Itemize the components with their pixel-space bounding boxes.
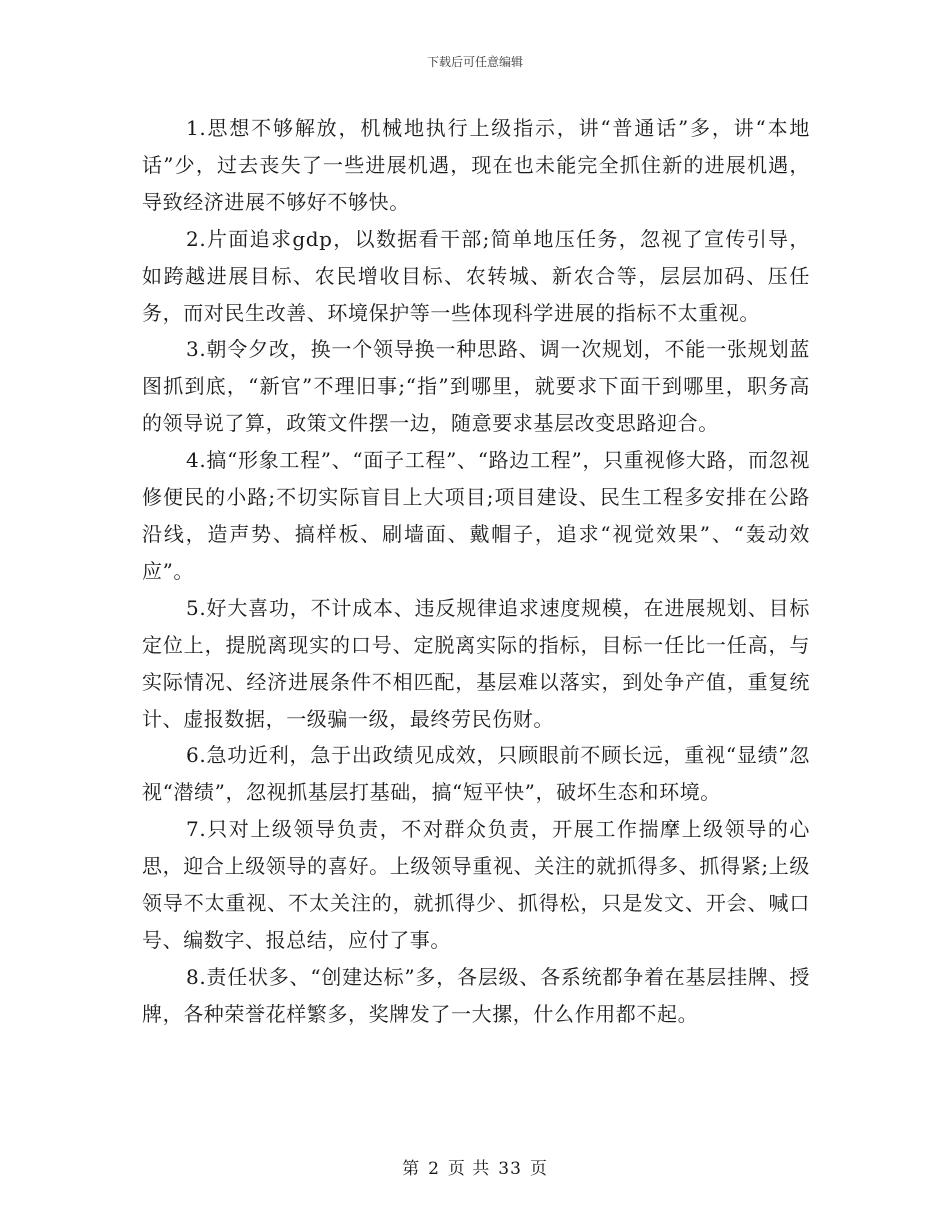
footer-suffix: 页 xyxy=(529,1159,548,1179)
paragraph-5: 5.好大喜功，不计成本、违反规律追求速度规模，在进展规划、目标定位上，提脱离现实的口号、定脱离实际的指标，目标一任比一任高，与实际情况、经济进展条件不相匹配，基层难以落实，到处争产值，重复统计、虚报数据，一级骗一级，最终劳民伤财。 xyxy=(142,595,810,731)
paragraph-1: 1.思想不够解放，机械地执行上级指示，讲“普通话”多，讲“本地话”少，过去丧失了一些进展机遇，现在也未能完全抓住新的进展机遇，导致经济进展不够好不够快。 xyxy=(142,116,810,214)
paragraph-6: 6.急功近利，急于出政绩见成效，只顾眼前不顾长远，重视“显绩”忽视“潜绩”，忽视抓基层打基础，搞“短平快”，破坏生态和环境。 xyxy=(142,743,810,805)
footer-mid: 页 共 xyxy=(447,1159,491,1179)
paragraph-8: 8.责任状多、“创建达标”多，各层级、各系统都争着在基层挂牌、授牌，各种荣誉花样繁多，奖牌发了一大摞，什么作用都不起。 xyxy=(142,964,810,1026)
paragraph-2: 2.片面追求gdp，以数据看干部;简单地压任务，忽视了宣传引导，如跨越进展目标、农民增收目标、农转城、新农合等，层层加码、压任务，而对民生改善、环境保护等一些体现科学进展的指标不太重视。 xyxy=(142,226,810,325)
page-footer xyxy=(0,1154,950,1179)
page-header: 下载后可任意编辑 xyxy=(426,55,523,69)
footer-prefix: 第 xyxy=(402,1159,421,1179)
paragraph-7: 7.只对上级领导负责，不对群众负责，开展工作揣摩上级领导的心思，迎合上级领导的喜好。上级领导重视、关注的就抓得多、抓得紧;上级领导不太重视、不太关注的，就抓得少、抓得松，只是发文、开会、喊口号、编数字、报总结，应付了事。 xyxy=(142,817,810,952)
paragraph-3: 3.朝令夕改，换一个领导换一种思路、调一次规划，不能一张规划蓝图抓到底，“新官”不理旧事;“指”到哪里，就要求下面干到哪里，职务高的领导说了算，政策文件摆一边，随意要求基层改变思路迎合。 xyxy=(142,337,810,436)
paragraph-4: 4.搞“形象工程”、“面子工程”、“路边工程”，只重视修大路，而忽视修便民的小路;不切实际盲目上大项目;项目建设、民生工程多安排在公路沿线，造声势、搞样板、刷墙面、戴帽子，追求“视觉效果”、“轰动效应”。 xyxy=(142,448,810,583)
footer-page-number: 2 xyxy=(428,1159,440,1179)
footer-total-pages: 33 xyxy=(498,1159,522,1179)
document-body xyxy=(142,110,810,1033)
